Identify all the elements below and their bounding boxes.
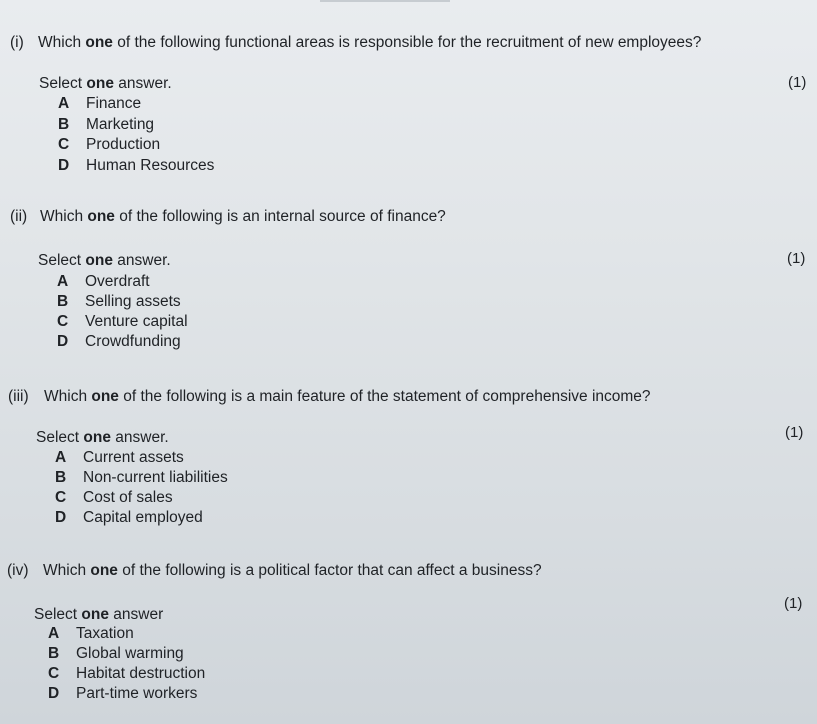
option-d[interactable] [58, 157, 214, 175]
select-instruction: Select one answer [34, 606, 164, 623]
option-a[interactable] [48, 625, 134, 643]
option-label: Selling assets [85, 293, 181, 310]
option-letter: B [57, 293, 69, 310]
select-instruction: Select one answer. [36, 429, 169, 446]
option-label: Current assets [83, 449, 184, 466]
option-letter: B [48, 645, 60, 662]
option-a[interactable] [55, 449, 184, 467]
option-letter: D [58, 157, 70, 174]
option-letter: B [58, 116, 70, 133]
top-rule [320, 0, 450, 2]
option-letter: A [55, 449, 67, 466]
option-letter: C [57, 313, 69, 330]
marks-label: (1) [785, 424, 804, 441]
option-label: Non-current liabilities [83, 469, 228, 486]
option-label: Global warming [76, 645, 184, 662]
question-3 [8, 388, 651, 406]
question-text: Which one of the following is a political factor that can affect a business? [43, 562, 542, 579]
question-number: (iv) [7, 562, 29, 579]
option-letter: D [57, 333, 69, 350]
option-c[interactable] [58, 136, 160, 154]
question-text: Which one of the following is a main feature of the statement of comprehensive income? [44, 388, 651, 405]
option-letter: A [58, 95, 70, 112]
marks-label: (1) [787, 250, 806, 267]
option-label: Production [86, 136, 161, 153]
option-a[interactable] [58, 95, 141, 113]
question-2 [10, 208, 446, 226]
option-d[interactable] [55, 509, 203, 527]
option-letter: A [48, 625, 60, 642]
option-c[interactable] [48, 665, 205, 683]
question-number: (iii) [8, 388, 29, 405]
option-letter: B [55, 469, 67, 486]
option-label: Human Resources [86, 157, 215, 174]
option-d[interactable] [57, 333, 181, 351]
question-number: (ii) [10, 208, 28, 225]
option-letter: D [55, 509, 67, 526]
question-number: (i) [10, 34, 24, 51]
option-label: Cost of sales [83, 489, 173, 506]
option-label: Marketing [86, 116, 155, 133]
option-label: Capital employed [83, 509, 203, 526]
question-text: Which one of the following is an internal source of finance? [40, 208, 446, 225]
select-instruction: Select one answer. [39, 75, 172, 92]
option-c[interactable] [57, 313, 188, 331]
select-instruction: Select one answer. [38, 252, 171, 269]
option-b[interactable] [58, 116, 154, 134]
option-label: Habitat destruction [76, 665, 206, 682]
question-4 [7, 562, 542, 580]
option-b[interactable] [57, 293, 181, 311]
option-label: Overdraft [85, 273, 150, 290]
option-label: Taxation [76, 625, 134, 642]
option-a[interactable] [57, 273, 150, 291]
option-letter: A [57, 273, 69, 290]
option-letter: C [55, 489, 67, 506]
option-b[interactable] [55, 469, 228, 487]
marks-label: (1) [784, 595, 803, 612]
option-label: Finance [86, 95, 142, 112]
option-b[interactable] [48, 645, 184, 663]
option-c[interactable] [55, 489, 173, 507]
option-letter: C [48, 665, 60, 682]
question-text: Which one of the following functional areas is responsible for the recruitment of new employees? [38, 34, 702, 51]
option-label: Venture capital [85, 313, 188, 330]
marks-label: (1) [788, 74, 807, 91]
option-letter: C [58, 136, 70, 153]
question-1 [10, 34, 701, 52]
option-label: Part-time workers [76, 685, 198, 702]
option-letter: D [48, 685, 60, 702]
option-label: Crowdfunding [85, 333, 181, 350]
option-d[interactable] [48, 685, 197, 703]
